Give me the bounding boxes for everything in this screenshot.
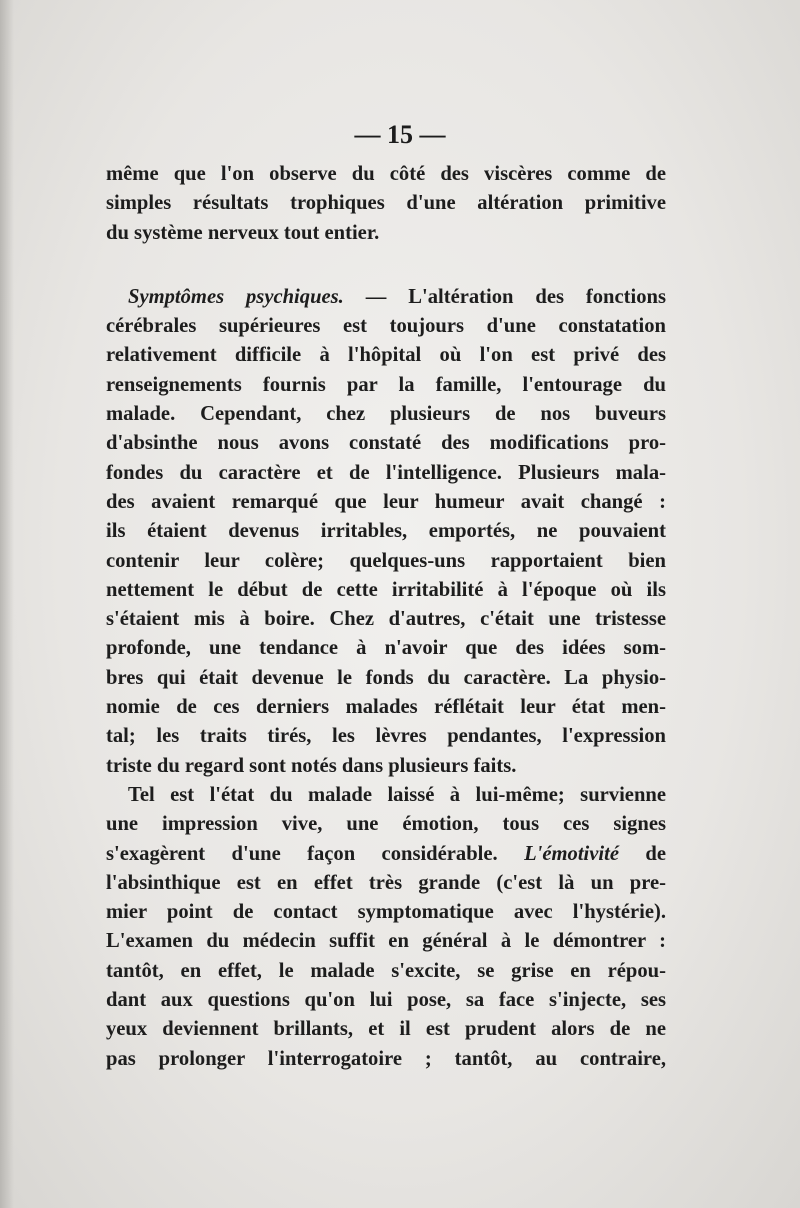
text-line: du système nerveux tout entier. [106,221,380,244]
body-text [106,160,666,1074]
paragraph-2 [106,283,666,781]
text-line: dant aux questions qu'on lui pose, sa face s'injecte, ses [106,989,666,1012]
text-line: profonde, une tendance à n'avoir que des idées som- [106,637,666,660]
text-line: fondes du caractère et de l'intelligence. Plusieurs mala- [106,461,666,484]
text-line: nomie de ces derniers malades réflétait leur état men- [106,696,666,719]
text-line: cérébrales supérieures est toujours d'une constatation [106,315,666,338]
text-line: l'absinthique est en effet très grande (c'est là un pre- [106,871,666,894]
paragraph-1 [106,160,666,248]
text-line: d'absinthe nous avons constaté des modifications pro- [106,432,666,455]
text-fragment: s'exagèrent d'une façon considérable. [106,842,498,865]
text-line: yeux deviennent brillants, et il est prudent alors de ne [106,1018,666,1041]
text-line: Tel est l'état du malade laissé à lui-même; survienne [128,783,666,806]
paragraph-3 [106,781,666,1074]
page-number: — 15 — [354,120,446,149]
text-line: triste du regard sont notés dans plusieurs faits. [106,754,517,777]
text-line: mier point de contact symptomatique avec l'hystérie). [106,901,666,924]
text-line: renseignements fournis par la famille, l'entourage du [106,373,666,396]
text-line: nettement le début de cette irritabilité à l'époque où ils [106,578,666,601]
text-line: tantôt, en effet, le malade s'excite, se grise en répou- [106,959,666,982]
text-line [106,283,666,312]
page-gutter-shadow [0,0,14,1208]
text-line: bres qui était devenue le fonds du caractère. La physio- [106,666,666,689]
text-line: ils étaient devenus irritables, emportés, ne pouvaient [106,520,666,543]
text-line: même que l'on observe du côté des viscères comme de [106,163,666,185]
text-line: L'examen du médecin suffit en général à le démontrer : [106,930,666,953]
text-fragment: — L'altération des fonctions [365,285,666,308]
text-line: contenir leur colère; quelques-uns rapportaient bien [106,549,666,572]
text-line [106,840,666,869]
text-line: s'étaient mis à boire. Chez d'autres, c'était une tristesse [106,608,666,631]
text-line: relativement difficile à l'hôpital où l'on est privé des [106,344,666,367]
text-line: pas prolonger l'interrogatoire ; tantôt, au contraire, [106,1047,666,1070]
text-line: des avaient remarqué que leur humeur avait changé : [106,490,666,513]
text-line: tal; les traits tirés, les lèvres pendantes, l'expression [106,725,666,748]
text-line: malade. Cependant, chez plusieurs de nos buveurs [106,403,666,426]
text-line: simples résultats trophiques d'une altération primitive [106,192,666,215]
text-fragment: de [645,842,666,865]
text-line: une impression vive, une émotion, tous ces signes [106,813,666,836]
emphasis-term: L'émotivité [524,842,620,865]
section-heading: Symptômes psychiques. [128,285,344,308]
